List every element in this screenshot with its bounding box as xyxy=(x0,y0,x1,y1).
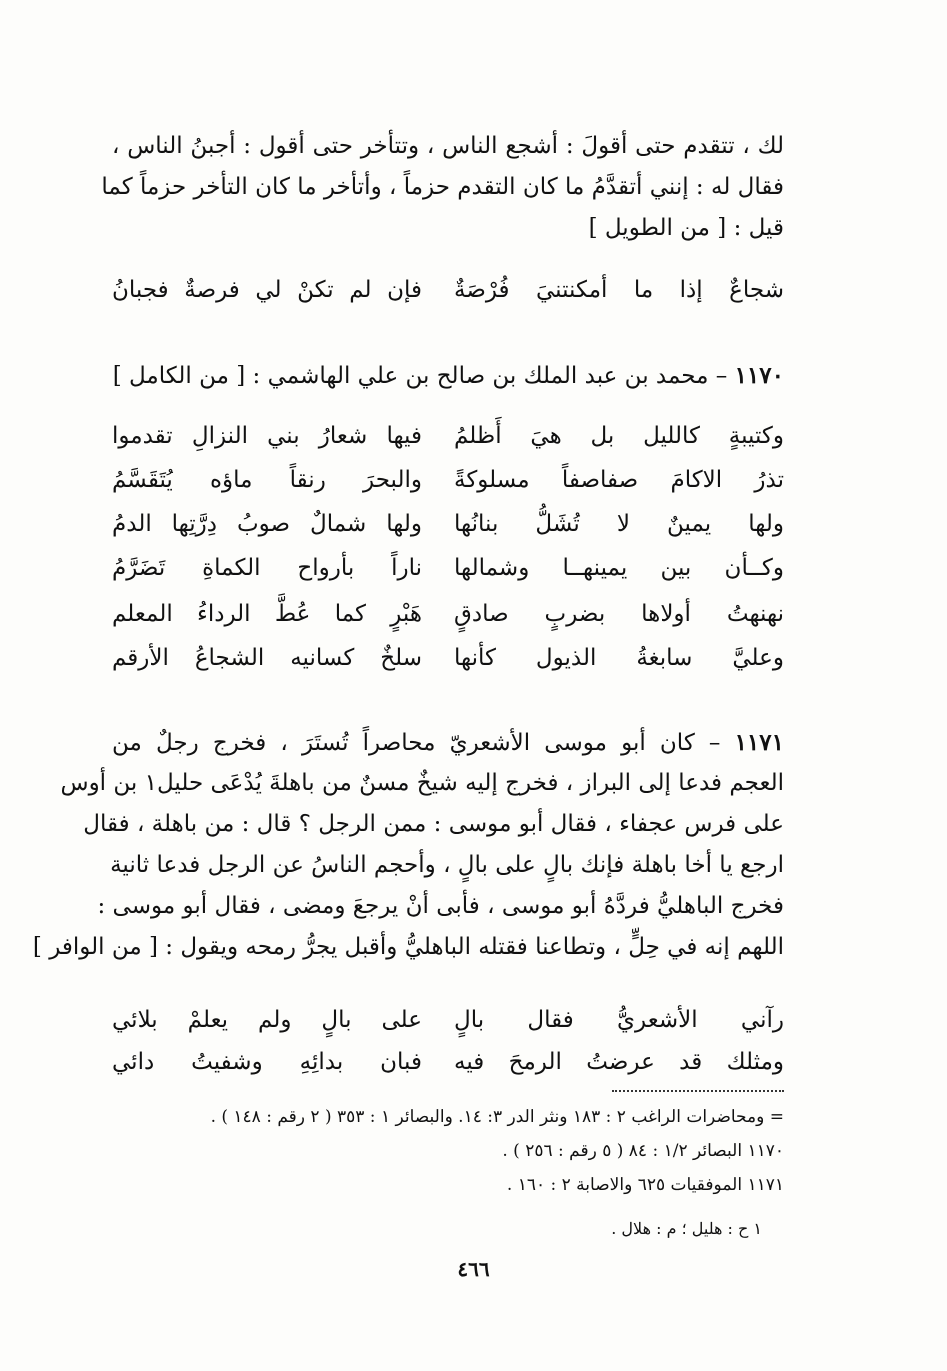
footnote-line: ١١٧٠ البصائر ١/٢ : ٨٤ ( ٥ رقم : ٢٥٦ ) . xyxy=(502,1141,784,1161)
verse-second-hemistich: سلخٌ كسانيه الشجاعُ الأرقم xyxy=(112,645,422,671)
poem-verse xyxy=(112,634,784,682)
entry-paragraph-1171 xyxy=(32,722,784,968)
text-line: ارجع يا أخا باهلة فإنك بالٍ على بالٍ ، وأحجم الناسُ عن الرجل فدعا ثانية xyxy=(110,852,784,878)
entry-number: ١١٧١ xyxy=(734,729,784,756)
poem-verse xyxy=(112,590,784,638)
footnote-line: ١١٧١ الموفقيات ٦٢٥ والاصابة ٢ : ١٦٠ . xyxy=(506,1175,784,1195)
poem-verse xyxy=(112,456,784,504)
verse-first-hemistich: وعليَّ سابغةُ الذيول كأنها xyxy=(454,645,784,671)
verse-first-hemistich: وكــأن بين يمينهــا وشمالها xyxy=(454,555,784,581)
footnote-separator xyxy=(612,1090,784,1092)
text-line: على فرس عجفاء ، فقال أبو موسى : ممن الرجل ؟ قال : من باهلة ، فقال xyxy=(83,811,784,837)
poem-verse xyxy=(112,544,784,592)
text-line xyxy=(112,722,784,763)
verse-second-hemistich: والبحرَ رنقاً ماؤه يُتَقَسَّمُ xyxy=(112,467,422,493)
verse-second-hemistich: ناراً بأرواح الكماةِ تَضَرَّمُ xyxy=(112,555,422,581)
verse-first-hemistich: وكتيبةٍ كالليل بل هيَ أَظلمُ xyxy=(454,423,784,449)
poem-verse xyxy=(112,1038,784,1086)
text-line: العجم فدعا إلى البراز ، فخرج إليه شيخٌ مسنٌ من باهلةَ يُدْعَى حليل١ بن أوس xyxy=(60,770,784,796)
verse-second-hemistich: فيها شعارُ بني النزالِ تقدموا xyxy=(112,423,422,449)
text-line: لك ، تتقدم حتى أقولَ : أشجع الناس ، وتتأخر حتى أقول : أجبنُ الناس ، xyxy=(112,133,784,159)
entry-text: – كان أبو موسى الأشعريّ محاصراً تُستَرَ ، فخرج رجلٌ من xyxy=(112,730,721,756)
poem-verse xyxy=(112,412,784,460)
page-number: ٤٦٦ xyxy=(457,1257,490,1281)
poem-verse xyxy=(112,500,784,548)
intro-paragraph xyxy=(101,126,784,249)
verse-first-hemistich: تذرُ الاكامَ صفاصفاً مسلوكةً xyxy=(454,467,784,493)
footnote-line: = ومحاضرات الراغب ٢ : ١٨٣ ونثر الدر ٣: ١٤. والبصائر ١ : ٣٥٣ ( ٢ رقم : ١٤٨ ) . xyxy=(210,1107,784,1127)
verse-first-hemistich: ومثلك قد عرضتُ الرمحَ فيه xyxy=(454,1049,784,1075)
entry-number: ١١٧٠ xyxy=(734,362,784,389)
verse-first-hemistich: ولها يمينٌ لا تُشَلُّ بنانُها xyxy=(454,511,784,537)
verse-first-hemistich: شجاعٌ إذا ما أمكنتنيَ فُرْصَةٌ xyxy=(454,277,784,303)
entry-dash: – xyxy=(715,363,728,389)
verse-second-hemistich: فإن لم تكنْ لي فرصةٌ فجبانُ xyxy=(112,277,422,303)
verse-second-hemistich: هَبْرٍ كما عُطَّ الرداءُ المعلم xyxy=(112,601,422,627)
entry-heading-1170 xyxy=(112,354,784,398)
entry-title: محمد بن عبد الملك بن صالح بن علي الهاشمي : [ من الكامل ] xyxy=(112,363,709,389)
poem-verse xyxy=(112,996,784,1044)
text-line: اللهم إنه في حِلٍّ ، وتطاعنا فقتله الباهليُّ وأقبل يجرُّ رمحه ويقول : [ من الوافر ] xyxy=(32,934,784,960)
verse-first-hemistich: نهنهتُ أولاها بضربٍ صادقٍ xyxy=(454,601,784,627)
text-line: فخرج الباهليُّ فردَّهُ أبو موسى ، فأبى أنْ يرجعَ ومضى ، فقال أبو موسى : xyxy=(97,893,784,919)
verse-second-hemistich: على بالٍ ولم يعلمْ بلائي xyxy=(112,1007,422,1033)
verse-second-hemistich: ولها شمالٌ صوبُ دِرَّتِها الدمُ xyxy=(112,511,422,537)
verse xyxy=(112,266,784,314)
verse-second-hemistich: فبان بدائِهِ وشفيتُ دائي xyxy=(112,1049,422,1075)
footnote-note: ١ ح : هليل ؛ م : هلال . xyxy=(611,1219,762,1238)
text-line: فقال له : إنني أتقدَّمُ ما كان التقدم حزماً ، وأتأخر ما كان التأخر حزماً كما xyxy=(101,174,784,200)
verse-first-hemistich: رآني الأشعريُّ فقال بالٍ xyxy=(454,1007,784,1033)
text-line: قيل : [ من الطويل ] xyxy=(588,215,784,241)
